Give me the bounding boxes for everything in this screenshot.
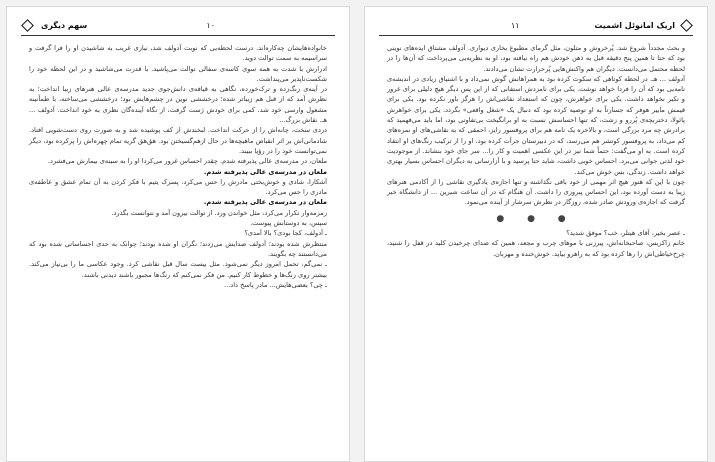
body-paragraph: سپس، به دوستانش پیوست. xyxy=(250,219,327,228)
body-paragraph: خانم زاکریس، صاحبخانه‌اش، پیرزنی با موهای چرب و مجعد، همین که صدای چرخیدن کلید در قفل را شنید، چرخ‌خیاطی‌اش را رها کرده بود که به راهرو بیاید. خوش‌خنده و مهربان. xyxy=(387,239,685,258)
body-paragraph: ـ نمی‌گم، تحمل امروز دیگر نمی‌شود. مثل بیست سال قبل نقاشی کرد. وجود عکاسی ما را بی‌نیاز می‌کند. بیشتر روی رنگ‌ها و خطوط کار کنیم. من فکر نمی‌کنم که رنگ‌ها مجبور باشند دیدنی باشند. xyxy=(29,260,327,279)
header-rule xyxy=(21,35,335,36)
body-paragraph: خانواده‌هایشان چه‌کاره‌اند. درست لحظه‌یی که نوبت آدولف شد، نیازی غریب به شاشیدن او را فرا گرفت و سراسیمه به سمت توالت دوید. xyxy=(29,44,327,63)
body-paragraph: ـ عصر بخیر، آقای هیتلر، خب؟ موفق شدید؟ xyxy=(566,229,685,238)
running-title: سهم دیگری xyxy=(41,21,88,30)
body-paragraph: منتظرش شده بودند؛ آدولف صدایش می‌زدند؛ نگران او شده بودند؛ چوانک به حدی احساساتی شده بود که می‌دانستند چه بگویند. xyxy=(29,239,327,258)
scene-break-dots: ● ● ● xyxy=(496,213,576,224)
diamond-ornament-icon xyxy=(21,19,34,32)
page-number: ۱۰ xyxy=(206,21,215,30)
right-page-header xyxy=(379,19,693,35)
running-title: اریک امانوئل اشمیت xyxy=(594,21,675,30)
body-paragraph: ـ آدولف، کجا بودی؟ بالا آمدی؟ xyxy=(244,229,327,238)
body-paragraph: زمزمه‌وار تکرار می‌کرد، مثل خواندن ورد. از توالت بیرون آمد و نتوانست بگذرد. xyxy=(111,208,327,217)
body-paragraph: و بحث مجدداً شروع شد. پُرخروش و متلون، مثل گرمای مطبوع بخاری دیواری. آدولف مشتاق ایده‌های نوینی بود که حتا تا همین پنج دقیقه قبل به ذهن خودش هم راه نیافته بود، او به نظریه‌یی می‌پرداخت که آن‌ها را در لحظه محتمل می‌دانست. دیگران هم واکنش‌هایی پُرحرارت نشان می‌دادند. xyxy=(387,44,685,73)
right-page xyxy=(364,6,708,462)
left-page-header xyxy=(21,19,335,35)
body-paragraph: در آینه‌ی زنگ‌زده و ترک‌خورده، نگاهی به قیافه‌ی دانش‌جوی جدید مدرسه‌ی عالی هنرهای زیبا انداخت؛ به نظرش آمد که از قبل هم زیباتر شده؛ درخششی نوین در چشم‌هایش بود؛ درخششی می‌ساخته، با طمأنینه مشغول وارسی خود شد. کمی برای خودش ژست گرفت، از نگاه آینده‌گان نظری به خود انداخت. آدولف ... هـ. نقاش بزرگ... xyxy=(29,85,327,125)
left-page-body xyxy=(29,43,327,290)
body-paragraph: ـ چی؟ بعضی‌هایش... مادر پاسخ داد... xyxy=(223,280,327,289)
right-page-body xyxy=(387,43,685,259)
body-paragraph: آدولف ... هـ. در لحظه کوتاهی که سکوت کرده بود به همراهانش گوش نمی‌داد و با اشتیاق زیادی در اندیشه‌ی نامه‌یی بود که آن را فردا خواهد نوشت. یکی برای نامزدش استفانی که از این پس دیگر هیچ دلیلی برای غرور و تکبر نخواهد داشت. یکی برای خواهرش، چون که استعداد نقاشی‌اش را هرگز باور نکرده بود. یکی برای قیمش ماییر هوفر که جسارتاً به او توصیه کرده بود که دنبال یک «شغل واقعی» بگردد. یکی برای خواهرش پائولا، دختربچه‌ی پُررو و زشت، که تنها احساسش نسبت به او برانگیخت بی‌تفاوتی بود، اما باید می‌فهمید که برادرش چه مرد بزرگی است، و بالاخره یک نامه هم برای پروفسور رایز، احمقی که به نقاشی‌های او نمره‌های کم می‌داد، به پروفسور کوتشر هم می‌رسد، که در دبیرستان جرأت کرده بود، او را از ترکیب رنگ‌های او انتقاد کرده است. به او می‌گفت: حتماً شما نیز در این عکسی اهمیت و کار را... سر جای خود بنشاند. از موجودیت خود لذتی جوانی می‌برد. احساس خوبی داشت، شاید حتا پرسید و با آزارسانی به دیگران احساس بسیار بهتری خواهد داشت. زندگی، بس خوش می‌کند. xyxy=(387,74,685,176)
section-heading: ملعان در مدرسه‌ی عالی پذیرفته شدم. xyxy=(203,167,327,176)
body-paragraph: آشکارا، شادی و خوش‌بختی مادرش را حس می‌کرد. پسرک یتیم با فکر کردن به آن تمام عشق و عاطفه‌ی مادری را حس می‌کرد. xyxy=(29,177,327,197)
left-page xyxy=(6,6,350,462)
body-paragraph: دردی سخت، چانه‌اش را از حرکت انداخت. لبخندش از کف پوشیده شد و به صورت روی دست‌شویی افتاد. شادمانی‌اش بر اثر انقباض ماهیچه‌ها در حال ازهم‌گسیختن بود. هق‌هق‌ گریه تمام چهره‌اش را پرکرده بود، دیگر نمی‌توانست خود را در رؤیا ببیند. xyxy=(29,126,327,155)
body-paragraph: چون با این که هنوز هیچ اثر مهمی از خود باقی نگذاشته و تنها اجازه‌ی یادگیری نقاشی را از آکادمی هنرهای زیبا به دست آورده بود، این احساس پیروزی را داشت. آن هنگام که در آن ساعت شیرین ... از دانشگاه خبر گرفت که اجازه‌ی ورودش صادر شده، روزگار در نظرش سرشار از آینده می‌نمود. xyxy=(387,177,685,207)
section-heading: ملعان در مدرسه‌ی عالی پذیرفته شدم. xyxy=(203,198,327,207)
page-number: ۱۱ xyxy=(511,21,520,30)
diamond-ornament-icon xyxy=(680,19,693,32)
body-paragraph: ملعان، در مدرسه‌ی عالی پذیرفته شدم. چقدر احساس غرور می‌کردا او را به سینه‌ی بیمارش می‌فشرد. xyxy=(47,157,327,166)
header-rule xyxy=(379,35,693,36)
body-paragraph: ادرارش با شدت به همه سوی کاسه‌ی سفالی توالت می‌پاشید. با قدرت می‌شاشید و در این لحظه خود را شکست‌ناپذیر می‌پنداشت. xyxy=(29,64,327,83)
